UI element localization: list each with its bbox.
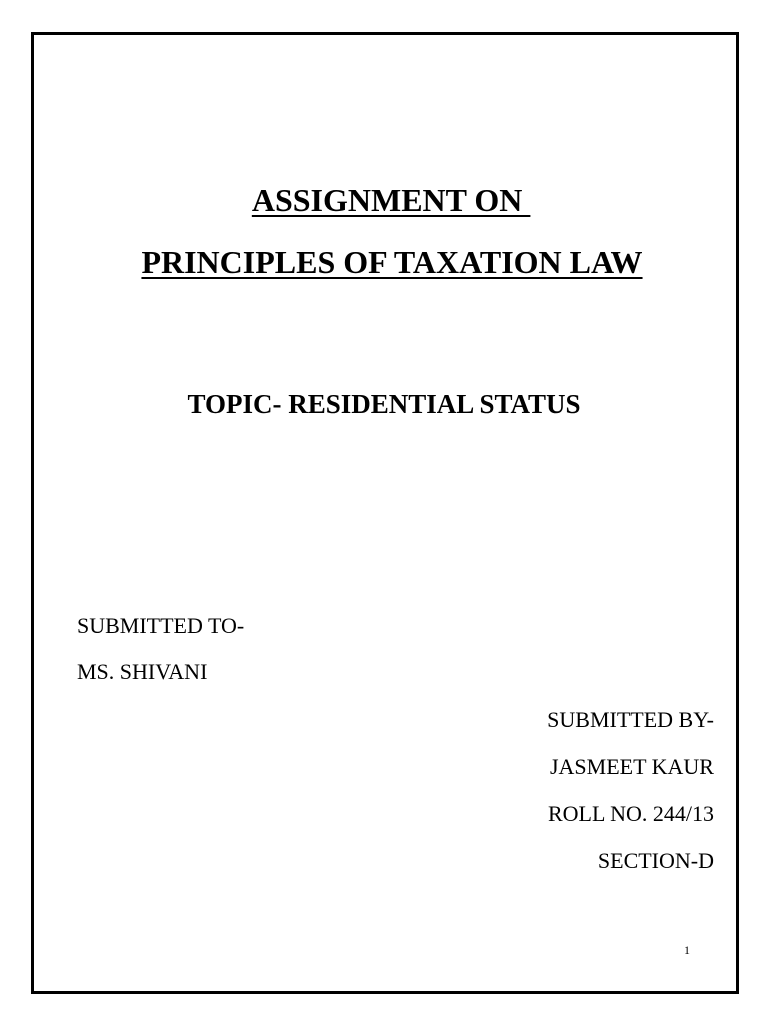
page-number: 1 bbox=[684, 943, 690, 957]
submitted-by-label: SUBMITTED BY- bbox=[547, 707, 714, 732]
title-line-2 bbox=[0, 202, 768, 282]
submitted-to-name: MS. SHIVANI bbox=[77, 659, 208, 684]
topic-heading: TOPIC- RESIDENTIAL STATUS bbox=[187, 389, 581, 419]
submitted-to-label: SUBMITTED TO- bbox=[77, 613, 245, 638]
title-line-1-text: ASSIGNMENT ON bbox=[251, 182, 531, 218]
submitted-by-name: JASMEET KAUR bbox=[549, 754, 714, 779]
title-line-2-text: PRINCIPLES OF TAXATION LAW bbox=[141, 244, 643, 280]
section: SECTION-D bbox=[597, 848, 714, 873]
roll-number: ROLL NO. 244/13 bbox=[547, 801, 714, 826]
